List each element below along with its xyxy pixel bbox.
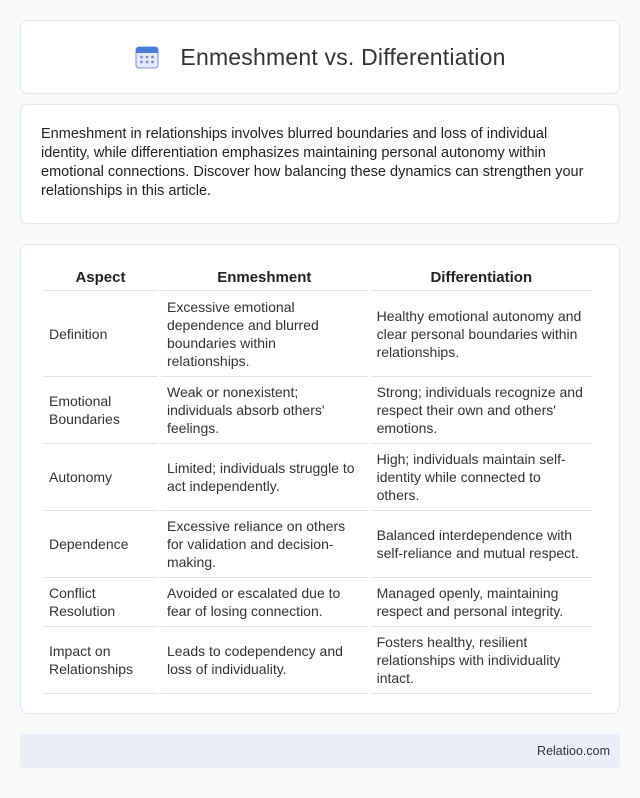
cell-differentiation: Strong; individuals recognize and respect their own and others' emotions. xyxy=(371,377,592,444)
footer-bar xyxy=(20,734,620,768)
footer-brand: Relatioo.com xyxy=(537,744,610,758)
comparison-table xyxy=(40,265,595,694)
table-row xyxy=(43,627,592,694)
cell-enmeshment: Avoided or escalated due to fear of losing connection. xyxy=(161,578,368,627)
comparison-table-card xyxy=(20,244,620,714)
table-row xyxy=(43,511,592,578)
page-title: Enmeshment vs. Differentiation xyxy=(180,43,506,70)
cell-aspect: Dependence xyxy=(43,511,158,578)
cell-differentiation: Healthy emotional autonomy and clear personal boundaries within relationships. xyxy=(371,291,592,377)
cell-enmeshment: Limited; individuals struggle to act independently. xyxy=(161,444,368,511)
header-aspect: Aspect xyxy=(43,265,158,291)
cell-enmeshment: Weak or nonexistent; individuals absorb others' feelings. xyxy=(161,377,368,444)
table-row xyxy=(43,578,592,627)
cell-aspect: Conflict Resolution xyxy=(43,578,158,627)
calendar-grid-icon xyxy=(134,44,160,70)
cell-enmeshment: Excessive emotional dependence and blurred boundaries within relationships. xyxy=(161,291,368,377)
cell-enmeshment: Excessive reliance on others for validation and decision-making. xyxy=(161,511,368,578)
table-row xyxy=(43,377,592,444)
table-row xyxy=(43,444,592,511)
cell-differentiation: Balanced interdependence with self-reliance and mutual respect. xyxy=(371,511,592,578)
table-header-row xyxy=(43,265,592,291)
title-wrap xyxy=(134,44,505,71)
cell-enmeshment: Leads to codependency and loss of individuality. xyxy=(161,627,368,694)
header-card xyxy=(20,20,620,94)
cell-aspect: Impact on Relationships xyxy=(43,627,158,694)
cell-differentiation: High; individuals maintain self-identity while connected to others. xyxy=(371,444,592,511)
cell-differentiation: Fosters healthy, resilient relationships with individuality intact. xyxy=(371,627,592,694)
cell-differentiation: Managed openly, maintaining respect and personal integrity. xyxy=(371,578,592,627)
header-differentiation: Differentiation xyxy=(371,265,592,291)
table-row xyxy=(43,291,592,377)
cell-aspect: Emotional Boundaries xyxy=(43,377,158,444)
intro-card xyxy=(20,104,620,224)
cell-aspect: Autonomy xyxy=(43,444,158,511)
cell-aspect: Definition xyxy=(43,291,158,377)
header-enmeshment: Enmeshment xyxy=(161,265,368,291)
intro-paragraph: Enmeshment in relationships involves blurred boundaries and loss of individual identity, while differentiation emphasizes maintaining personal autonomy within emotional connections. Discover how balancing these dynamics can strengthen your relationships in this article. xyxy=(41,126,584,199)
